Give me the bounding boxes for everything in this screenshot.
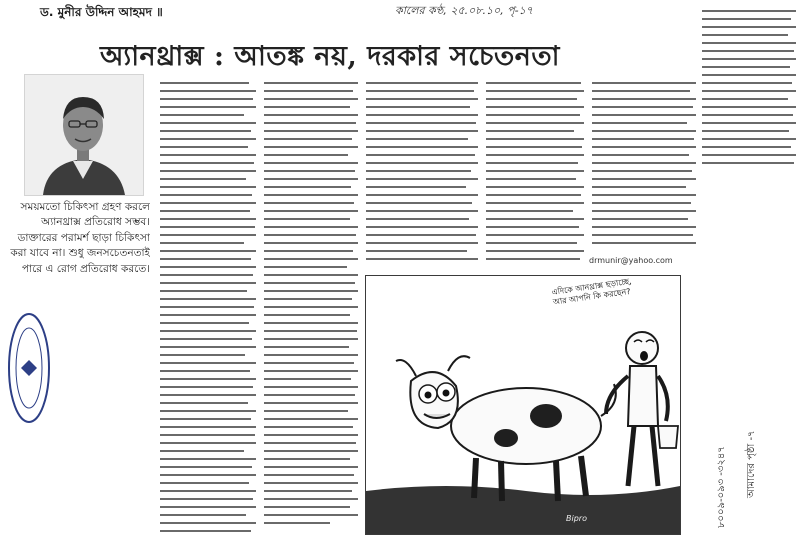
article-column-5: [592, 82, 696, 250]
author-email: drmunir@yahoo.com: [589, 256, 673, 265]
cow-and-man-cartoon: [366, 276, 680, 534]
library-stamp: [6, 310, 52, 426]
handwritten-source-note: কালের কণ্ঠ, ২৫.০৮.১০, পৃ-১৭: [395, 4, 533, 17]
margin-note-line-2: আমাদের পৃষ্ঠা -৭: [746, 430, 757, 498]
cartoon-speech: এদিকে আনথ্রাক্স ছড়াচ্ছে, আর আপনি কি করছেন?: [551, 276, 633, 307]
byline: ড. মুনীর উদ্দিন আহমদ ॥: [40, 5, 163, 19]
editorial-cartoon: [365, 275, 681, 535]
author-portrait-image: [25, 75, 143, 195]
handwritten-margin-note: [700, 248, 796, 538]
article-column-1: [160, 82, 256, 538]
article-column-2: [264, 82, 358, 538]
article-column-4: [486, 82, 584, 270]
margin-note-line-1: ৮০০৯-০৯৩ -৩২৪৭: [716, 446, 727, 528]
headline: অ্যানথ্রাক্স : আতঙ্ক নয়, দরকার সচেতনতা: [100, 41, 560, 72]
article-column-3: [366, 82, 478, 270]
pull-quote-text: সময়মতো চিকিৎসা গ্রহণ করলে অ্যানথ্রাক্স প্রতিরোধ সম্ভব। ডাক্তারের পরামর্শ ছাড়া চিকিৎসা করা যাবে না। শুধু জনসচেতনতাই পারে এ রোগ প্রতিরোধ করতে।: [10, 201, 150, 275]
author-photo: [24, 74, 144, 196]
cartoon-signature: Bipro: [566, 514, 587, 523]
library-stamp-graphic: [6, 310, 52, 426]
article-column-6: [702, 10, 796, 170]
